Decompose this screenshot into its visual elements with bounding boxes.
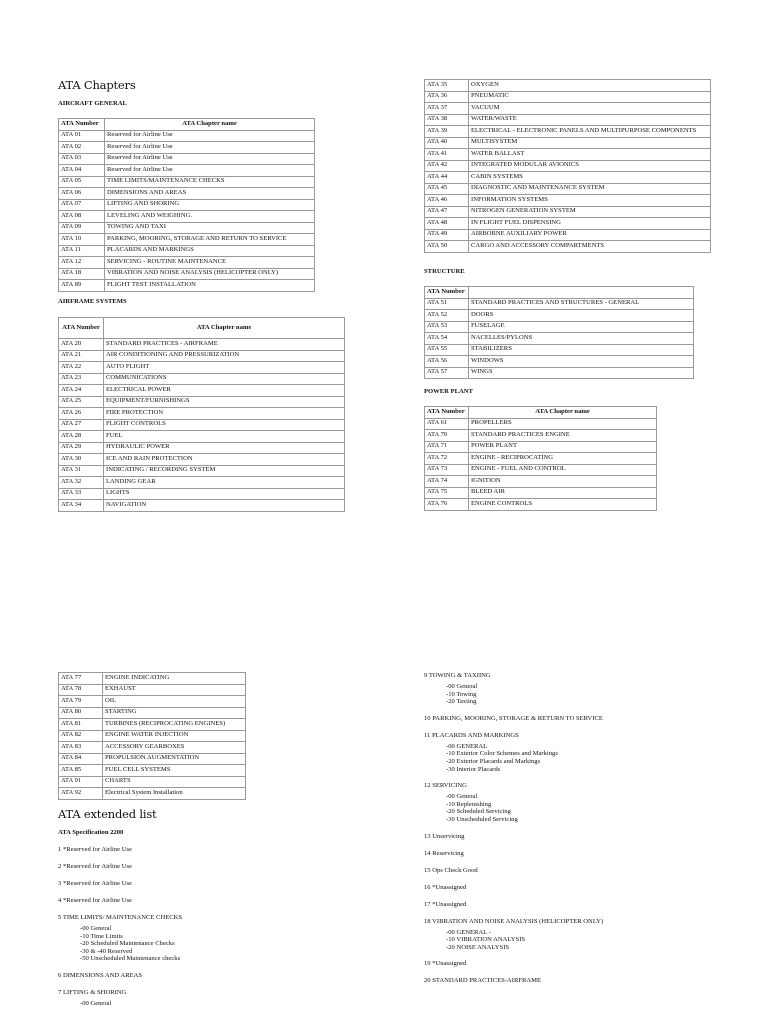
list-item [424,782,744,823]
ata-number-cell: ATA 82 [59,730,103,742]
list-item [424,833,744,841]
table-row [59,753,246,765]
sub-item: -10 Towing [446,690,477,698]
table-row [59,776,246,788]
chapter-name-cell: Reserved for Airline Use [105,130,315,142]
table-row [425,183,711,195]
ata-number-cell: ATA 91 [59,776,103,788]
table-power-plant [424,406,657,511]
extended-list-left [58,846,388,1017]
sub-item-list [80,925,388,963]
chapter-name-cell: FIRE PROTECTION [104,408,345,420]
table-row [425,487,657,499]
table-row [59,742,246,754]
chapter-name-cell: TIME LIMITS/MAINTENANCE CHECKS [105,176,315,188]
sub-item: -10 Exterior Color Schemes and Markings [446,750,558,758]
table-row [59,431,345,443]
table-row [425,172,711,184]
chapter-name-cell: FLIGHT TEST INSTALLATION [105,280,315,292]
ata-number-cell: ATA 35 [425,80,469,92]
chapter-name-cell: STANDARD PRACTICES - AIRFRAME [104,339,345,351]
chapter-name-cell: WINDOWS [469,356,694,368]
ata-number-cell: ATA 41 [425,149,469,161]
chapter-name-cell: EQUIPMENT/FURNISHINGS [104,396,345,408]
sub-item: -30 Unscheduled Servicing [446,815,518,823]
ata-number-cell: ATA 80 [59,707,103,719]
chapter-name-cell: CHARTS [103,776,246,788]
list-item [58,880,388,888]
list-item [424,884,744,892]
chapter-name-cell: FUEL CELL SYSTEMS [103,765,246,777]
table-airframe-systems-continued [424,79,711,253]
list-item-title: 16 *Unassigned [424,883,467,891]
sub-item-list [446,793,744,823]
ata-number-cell: ATA 55 [425,344,469,356]
table-row [59,188,315,200]
table-row [425,298,694,310]
ata-number-cell: ATA 37 [425,103,469,115]
table-row [59,350,345,362]
chapter-name-cell: BLEED AIR [469,487,657,499]
col-header-chapter-name: ATA Chapter name [104,318,345,339]
sub-item: -30 & -40 Reserved [80,947,133,955]
extended-list-right [424,672,744,994]
col-header-ata-number: ATA Number [425,287,469,299]
table-structure [424,286,694,379]
list-item-title: 4 *Reserved for Airline Use [58,897,132,904]
table-row [59,488,345,500]
extended-list-title: ATA extended list [58,807,157,821]
ata-number-cell: ATA 81 [59,719,103,731]
list-item-title: 3 *Reserved for Airline Use [58,880,132,887]
table-row [425,418,657,430]
col-header-ata-number: ATA Number [59,318,104,339]
chapter-name-cell: COMMUNICATIONS [104,373,345,385]
sub-item: -20 Taxiing [446,698,477,706]
ata-number-cell: ATA 24 [59,385,104,397]
table-row [59,500,345,512]
list-item-title: 12 SERVICING [424,782,467,790]
table-row [425,103,711,115]
ata-number-cell: ATA 85 [59,765,103,777]
ata-number-cell: ATA 70 [425,430,469,442]
chapter-name-cell: NACELLES/PYLONS [469,333,694,345]
ata-number-cell: ATA 84 [59,753,103,765]
sub-item: -10 VIBRATION ANALYSIS [446,936,526,944]
table-row [59,477,345,489]
ata-number-cell: ATA 74 [425,476,469,488]
chapter-name-cell: ENGINE INDICATING [103,673,246,685]
list-item [424,732,744,773]
chapter-name-cell: MULTISYSTEM [469,137,711,149]
table-row [59,419,345,431]
table-row [59,153,315,165]
chapter-name-cell: ELECTRICAL - ELECTRONIC PANELS AND MULTIPURPOSE COMPONENTS [469,126,711,138]
ata-number-cell: ATA 08 [59,211,105,223]
table-row [425,218,711,230]
chapter-name-cell: IGNITION [469,476,657,488]
table-row [59,719,246,731]
table-row [59,707,246,719]
col-header-chapter-name [469,287,694,299]
ata-number-cell: ATA 05 [59,176,105,188]
chapter-name-cell: PROPULSION AUGMENTATION [103,753,246,765]
chapter-name-cell: AIR CONDITIONING AND PRESSURIZATION [104,350,345,362]
chapter-name-cell: VACUUM [469,103,711,115]
spec-label: ATA Specification 2200 [58,829,124,836]
sub-item: -20 NOISE ANALYSIS [446,943,510,951]
chapter-name-cell: DIAGNOSTIC AND MAINTENANCE SYSTEM [469,183,711,195]
chapter-name-cell: TURBINES (RECIPROCATING ENGINES) [103,719,246,731]
table-row [425,206,711,218]
ata-number-cell: ATA 22 [59,362,104,374]
table-row [59,442,345,454]
list-item-title: 10 PARKING, MOORING, STORAGE & RETURN TO SERVICE [424,714,603,722]
list-item-title: 20 STANDARD PRACTICES-AIRFRAME [424,977,542,985]
table-row [425,160,711,172]
ata-number-cell: ATA 36 [425,91,469,103]
sub-item-list [446,743,744,773]
table-row [59,245,315,257]
chapter-name-cell: CABIN SYSTEMS [469,172,711,184]
chapter-name-cell: DOORS [469,310,694,322]
table-row [425,149,711,161]
chapter-name-cell: PARKING, MOORING, STORAGE AND RETURN TO SERVICE [105,234,315,246]
ata-number-cell: ATA 50 [425,241,469,253]
chapter-name-cell: ENGINE WATER INJECTION [103,730,246,742]
table-row [59,454,345,466]
table-row [59,268,315,280]
list-item [58,972,388,980]
ata-number-cell: ATA 09 [59,222,105,234]
chapter-name-cell: ENGINE - RECIPROCATING [469,453,657,465]
ata-number-cell: ATA 25 [59,396,104,408]
list-item [424,918,744,952]
sub-item-list [80,1000,388,1008]
table-row [59,362,345,374]
chapter-name-cell: PNEUMATIC [469,91,711,103]
table-row [425,499,657,511]
chapter-name-cell: ENGINE - FUEL AND CONTROL [469,464,657,476]
list-item-title: 7 LIFTING & SHORING [58,988,127,996]
chapter-name-cell: WATER/WASTE [469,114,711,126]
ata-number-cell: ATA 48 [425,218,469,230]
ata-number-cell: ATA 07 [59,199,105,211]
chapter-name-cell: DIMENSIONS AND AREAS [105,188,315,200]
table-row [59,730,246,742]
table-row [425,344,694,356]
chapter-name-cell: FUEL [104,431,345,443]
table-row [59,199,315,211]
table-row [59,684,246,696]
list-item [58,846,388,854]
list-item-title: 15 Ops Check Good [424,866,478,874]
table-row [59,765,246,777]
table-row [59,280,315,292]
sub-item: -30 Interior Placards [446,765,501,773]
ata-number-cell: ATA 57 [425,367,469,379]
chapter-name-cell: ACCESSORY GEARBOXES [103,742,246,754]
chapter-name-cell: NAVIGATION [104,500,345,512]
table-row [59,211,315,223]
ata-number-cell: ATA 56 [425,356,469,368]
ata-number-cell: ATA 89 [59,280,105,292]
chapter-name-cell: LIFTING AND SHORING [105,199,315,211]
chapter-name-cell: Reserved for Airline Use [105,165,315,177]
table-row [59,257,315,269]
table-row [425,91,711,103]
chapter-name-cell: AIRBORNE AUXILIARY POWER [469,229,711,241]
chapter-name-cell: ELECTRICAL POWER [104,385,345,397]
table-power-plant-continued [58,672,246,800]
table-row [59,788,246,800]
chapter-name-cell: STABILIZERS [469,344,694,356]
table-row [59,465,345,477]
chapter-name-cell: STANDARD PRACTICES ENGINE [469,430,657,442]
sub-item: -50 Unscheduled Maintenance checks [80,955,181,963]
list-item [424,867,744,875]
list-item-title: 13 Unservicing [424,832,465,840]
list-item [58,863,388,871]
chapter-name-cell: EXHAUST [103,684,246,696]
sub-item: -00 General [446,793,478,801]
table-row [425,310,694,322]
col-header-chapter-name: ATA Chapter name [105,119,315,131]
ata-number-cell: ATA 18 [59,268,105,280]
col-header-ata-number: ATA Number [425,407,469,419]
table-row [59,222,315,234]
ata-number-cell: ATA 38 [425,114,469,126]
ata-number-cell: ATA 01 [59,130,105,142]
table-row [425,114,711,126]
ata-number-cell: ATA 49 [425,229,469,241]
list-item-title: 1 *Reserved for Airline Use [58,846,132,853]
chapter-name-cell: LANDING GEAR [104,477,345,489]
chapter-name-cell: STANDARD PRACTICES AND STRUCTURES - GENERAL [469,298,694,310]
table-row [425,126,711,138]
table-row [425,241,711,253]
table-row [425,229,711,241]
table-row [59,673,246,685]
list-item-title: 2 *Reserved for Airline Use [58,863,132,870]
ata-number-cell: ATA 73 [425,464,469,476]
chapter-name-cell: Reserved for Airline Use [105,142,315,154]
table-row [425,195,711,207]
chapter-name-cell: STARTING [103,707,246,719]
list-item [58,989,388,1008]
table-airframe-systems [58,317,345,512]
ata-number-cell: ATA 02 [59,142,105,154]
ata-number-cell: ATA 47 [425,206,469,218]
ata-number-cell: ATA 26 [59,408,104,420]
sub-item: -10 Replenishing [446,800,492,808]
ata-number-cell: ATA 20 [59,339,104,351]
ata-number-cell: ATA 92 [59,788,103,800]
chapter-name-cell: Reserved for Airline Use [105,153,315,165]
table-row [425,333,694,345]
sub-item-list [446,683,744,706]
ata-number-cell: ATA 42 [425,160,469,172]
sub-item: -00 General [446,683,478,690]
table-row [59,142,315,154]
ata-number-cell: ATA 11 [59,245,105,257]
table-row [425,453,657,465]
page-title: ATA Chapters [58,78,136,92]
sub-item: -00 General [80,925,112,932]
chapter-name-cell: WINGS [469,367,694,379]
table-row [425,321,694,333]
ata-number-cell: ATA 10 [59,234,105,246]
list-item [424,850,744,858]
list-item-title: 19 *Unassigned [424,960,467,968]
table-row [59,408,345,420]
section-title-aircraft-general: AIRCRAFT GENERAL [58,100,127,107]
chapter-name-cell: LEVELING AND WEIGHING. [105,211,315,223]
ata-number-cell: ATA 34 [59,500,104,512]
sub-item: -20 Scheduled Servicing [446,808,511,816]
ata-number-cell: ATA 54 [425,333,469,345]
list-item-title: 9 TOWING & TAXIING [424,672,491,679]
ata-number-cell: ATA 75 [425,487,469,499]
ata-number-cell: ATA 29 [59,442,104,454]
ata-number-cell: ATA 78 [59,684,103,696]
ata-number-cell: ATA 04 [59,165,105,177]
chapter-name-cell: WATER BALLAST [469,149,711,161]
section-title-structure: STRUCTURE [424,268,465,275]
ata-number-cell: ATA 71 [425,441,469,453]
section-title-power-plant: POWER PLANT [424,388,473,395]
ata-number-cell: ATA 61 [425,418,469,430]
ata-number-cell: ATA 21 [59,350,104,362]
sub-item: -20 Scheduled Maintenance Checks [80,940,175,948]
chapter-name-cell: HYDRAULIC POWER [104,442,345,454]
table-aircraft-general [58,118,315,292]
table-row [59,339,345,351]
chapter-name-cell: FUSELAGE [469,321,694,333]
chapter-name-cell: PLACARDS AND MARKINGS [105,245,315,257]
ata-number-cell: ATA 23 [59,373,104,385]
chapter-name-cell: CARGO AND ACCESSORY COMPARTMENTS [469,241,711,253]
ata-number-cell: ATA 53 [425,321,469,333]
list-item [424,715,744,723]
list-item [424,672,744,706]
ata-number-cell: ATA 83 [59,742,103,754]
ata-number-cell: ATA 72 [425,453,469,465]
ata-number-cell: ATA 12 [59,257,105,269]
table-row [59,373,345,385]
sub-item: -20 Exterior Placards and Markings [446,757,541,765]
section-title-airframe-systems: AIRFRAME SYSTEMS [58,298,127,305]
chapter-name-cell: LIGHTS [104,488,345,500]
table-row [59,176,315,188]
sub-item: -00 GENERAL - [446,928,491,936]
table-row [425,430,657,442]
table-row [59,696,246,708]
chapter-name-cell: OIL [103,696,246,708]
ata-number-cell: ATA 33 [59,488,104,500]
table-row [59,234,315,246]
ata-number-cell: ATA 79 [59,696,103,708]
ata-number-cell: ATA 06 [59,188,105,200]
list-item [58,914,388,963]
table-row [59,385,345,397]
ata-number-cell: ATA 40 [425,137,469,149]
sub-item: -00 General [80,999,112,1007]
chapter-name-cell: OXYGEN [469,80,711,92]
table-row [425,356,694,368]
list-item-title: 5 TIME LIMITS/ MAINTENANCE CHECKS [58,914,183,921]
chapter-name-cell: INTEGRATED MODULAR AVIONICS [469,160,711,172]
table-row [59,165,315,177]
table-row [425,464,657,476]
list-item-title: 17 *Unassigned [424,900,467,908]
ata-number-cell: ATA 39 [425,126,469,138]
ata-number-cell: ATA 52 [425,310,469,322]
chapter-name-cell: TOWING AND TAXI [105,222,315,234]
ata-number-cell: ATA 77 [59,673,103,685]
table-row [425,137,711,149]
sub-item: -00 GENERAL [446,742,488,750]
list-item [58,897,388,905]
ata-number-cell: ATA 46 [425,195,469,207]
list-item-title: 14 Reservicing [424,849,464,857]
chapter-name-cell: ICE AND RAIN PROTECTION [104,454,345,466]
ata-number-cell: ATA 03 [59,153,105,165]
chapter-name-cell: INFORMATION SYSTEMS [469,195,711,207]
ata-number-cell: ATA 45 [425,183,469,195]
table-row [59,130,315,142]
list-item [424,901,744,909]
ata-number-cell: ATA 32 [59,477,104,489]
list-item [424,977,744,985]
list-item-title: 6 DIMENSIONS AND AREAS [58,971,143,979]
chapter-name-cell: INDICATING / RECORDING SYSTEM [104,465,345,477]
col-header-ata-number: ATA Number [59,119,105,131]
table-row [59,396,345,408]
chapter-name-cell: AUTO FLIGHT [104,362,345,374]
list-item [424,960,744,968]
ata-number-cell: ATA 30 [59,454,104,466]
ata-number-cell: ATA 27 [59,419,104,431]
ata-number-cell: ATA 51 [425,298,469,310]
table-row [425,476,657,488]
chapter-name-cell: VIBRATION AND NOISE ANALYSIS (HELICOPTER ONLY) [105,268,315,280]
chapter-name-cell: NITROGEN GENERATION SYSTEM [469,206,711,218]
chapter-name-cell: FLIGHT CONTROLS [104,419,345,431]
chapter-name-cell: POWER PLANT [469,441,657,453]
sub-item: -10 Time Limits [80,932,123,940]
chapter-name-cell: PROPELLERS [469,418,657,430]
chapter-name-cell: ENGINE CONTROLS [469,499,657,511]
ata-number-cell: ATA 28 [59,431,104,443]
ata-number-cell: ATA 76 [425,499,469,511]
chapter-name-cell: IN FLIGHT FUEL DISPENSING [469,218,711,230]
table-row [425,441,657,453]
sub-item-list [446,929,744,952]
list-item-title: 18 VIBRATION AND NOISE ANALYSIS (HELICOPTER ONLY) [424,917,604,925]
chapter-name-cell: Electrical System Installation [103,788,246,800]
list-item-title: 11 PLACARDS AND MARKINGS [424,731,519,739]
chapter-name-cell: SERVICING - ROUTINE MAINTENANCE [105,257,315,269]
table-row [425,367,694,379]
ata-number-cell: ATA 31 [59,465,104,477]
table-row [425,80,711,92]
ata-number-cell: ATA 44 [425,172,469,184]
col-header-chapter-name: ATA Chapter name [469,407,657,419]
